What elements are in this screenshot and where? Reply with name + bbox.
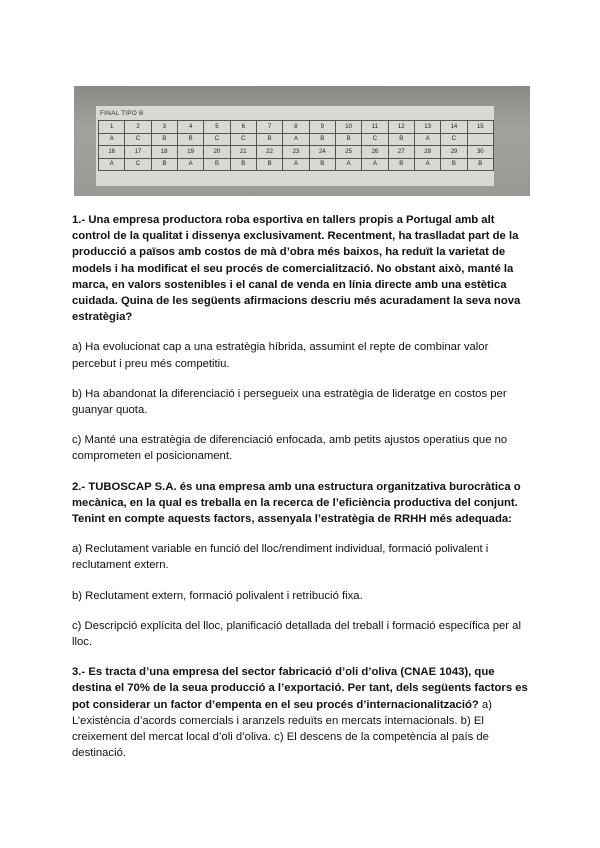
- answer-grid: [98, 120, 494, 171]
- question-2-option-b: b) Reclutament extern, formació polivalent i retribució fixa.: [72, 589, 363, 602]
- answer-sheet-photo: [74, 86, 530, 196]
- answer-grid-cell: 2: [125, 121, 151, 134]
- answer-grid-row: [99, 121, 494, 134]
- answer-grid-cell: B: [467, 158, 493, 171]
- answer-grid-cell: C: [204, 133, 230, 146]
- question-3-options: a) L’existència d’acords comercials i aranzels reduïts en mercats internacionals. b) El creixement del mercat local d’oli d’oliva. c) El descens de la competència al país de destinació.: [72, 698, 492, 760]
- answer-grid-cell: B: [204, 158, 230, 171]
- answer-grid-cell: 7: [256, 121, 282, 134]
- answer-grid-cell: 29: [441, 146, 467, 159]
- answer-grid-cell: B: [230, 158, 256, 171]
- answer-grid-cell: 12: [388, 121, 414, 134]
- answer-grid-cell: B: [151, 133, 177, 146]
- answer-grid-cell: B: [388, 133, 414, 146]
- answer-grid-cell: 23: [283, 146, 309, 159]
- answer-grid-cell: 11: [362, 121, 388, 134]
- answer-grid-cell: A: [99, 133, 125, 146]
- answer-grid-cell: 1: [99, 121, 125, 134]
- question-2-option-a: a) Reclutament variable en funció del lloc/rendiment individual, formació polivalent i reclutament extern.: [72, 543, 489, 572]
- answer-grid-cell: B: [309, 158, 335, 171]
- answer-sheet-title: FINAL TIPO B: [100, 110, 144, 117]
- answer-grid-row: [99, 158, 494, 171]
- answer-grid-cell: 21: [230, 146, 256, 159]
- answer-grid-cell: B: [441, 158, 467, 171]
- question-1-option-c: c) Manté una estratègia de diferenciació enfocada, amb petits ajustos operatius que no comprometen el posicionament.: [72, 434, 508, 463]
- answer-grid-cell: B: [177, 133, 203, 146]
- answer-grid-cell: A: [414, 133, 440, 146]
- answer-grid-cell: 22: [256, 146, 282, 159]
- answer-grid-cell: A: [362, 158, 388, 171]
- question-3-block: [72, 664, 534, 761]
- answer-grid-cell: A: [283, 133, 309, 146]
- answer-grid-cell: 19: [177, 146, 203, 159]
- answer-grid-cell: 16: [99, 146, 125, 159]
- answer-grid-cell: 30: [467, 146, 493, 159]
- answer-grid-cell: A: [283, 158, 309, 171]
- answer-grid-cell: B: [151, 158, 177, 171]
- question-2-option-c: c) Descripció explícita del lloc, planificació detallada del treball i formació específica per al lloc.: [72, 619, 521, 649]
- answer-grid-cell: 13: [414, 121, 440, 134]
- answer-grid-cell: 4: [177, 121, 203, 134]
- question-2: 2.- TUBOSCAP S.A. és una empresa amb una estructura organitzativa burocràtica o mecànica, en la qual es treballa en la recerca de l’eficiència productiva del conjunt. Tenint en compte aquests factors, assenyala l’estratègia de RRHH més adequada:: [72, 480, 521, 526]
- answer-grid-cell: 24: [309, 146, 335, 159]
- answer-grid-cell: 28: [414, 146, 440, 159]
- answer-grid-cell: 15: [467, 121, 493, 134]
- answer-grid-cell: 26: [362, 146, 388, 159]
- answer-grid-cell: 25: [335, 146, 361, 159]
- question-3: 3.- Es tracta d’una empresa del sector fabricació d’oli d’oliva (CNAE 1043), que destina el 70% de la seua producció a l’exportació. Per tant, dels següents factors es pot considerar un factor d’empenta en el seu procés d’internacionalització?: [72, 666, 528, 711]
- answer-grid-cell: C: [125, 158, 151, 171]
- question-1: 1.- Una empresa productora roba esportiva en tallers propis a Portugal amb alt control de la qualitat i dissenya exclusivament. Recentment, ha traslladat part de la producció a països amb costos de mà d’obra més baixos, ha reduït la varietat de models i ha modificat el seu procés de comercialització. No obstant això, manté la marca, en valors sostenibles i el canal de venda en línia directe amb una estètica cuidada. Quina de les següents afirmacions descriu més acuradament la seva nova estratègia?: [72, 214, 521, 324]
- answer-grid-cell: B: [388, 158, 414, 171]
- answer-sheet: [96, 106, 494, 186]
- answer-grid-cell: 27: [388, 146, 414, 159]
- answer-grid-cell: 14: [441, 121, 467, 134]
- answer-grid-cell: A: [335, 158, 361, 171]
- answer-grid-row: [99, 133, 494, 146]
- exam-content: [72, 212, 534, 761]
- answer-grid-cell: A: [99, 158, 125, 171]
- answer-grid-cell: 10: [335, 121, 361, 134]
- answer-grid-cell: C: [125, 133, 151, 146]
- answer-grid-cell: 18: [151, 146, 177, 159]
- answer-grid-cell: 17: [125, 146, 151, 159]
- answer-grid-cell: A: [414, 158, 440, 171]
- answer-grid-row: [99, 146, 494, 159]
- answer-grid-cell: B: [256, 133, 282, 146]
- answer-grid-cell: 8: [283, 121, 309, 134]
- answer-grid-cell: A: [177, 158, 203, 171]
- question-1-option-a: a) Ha evolucionat cap a una estratègia híbrida, assumint el repte de combinar valor percebut i preu més competitiu.: [72, 341, 489, 370]
- answer-grid-cell: 5: [204, 121, 230, 134]
- answer-grid-cell: [467, 133, 493, 146]
- answer-grid-cell: B: [309, 133, 335, 146]
- answer-grid-cell: B: [335, 133, 361, 146]
- answer-grid-cell: C: [230, 133, 256, 146]
- answer-grid-cell: 20: [204, 146, 230, 159]
- answer-grid-cell: 6: [230, 121, 256, 134]
- answer-grid-cell: 3: [151, 121, 177, 134]
- question-1-option-b: b) Ha abandonat la diferenciació i persegueix una estratègia de lideratge en costos per guanyar quota.: [72, 387, 507, 417]
- answer-grid-cell: C: [362, 133, 388, 146]
- answer-grid-cell: B: [256, 158, 282, 171]
- answer-grid-cell: 9: [309, 121, 335, 134]
- answer-grid-cell: C: [441, 133, 467, 146]
